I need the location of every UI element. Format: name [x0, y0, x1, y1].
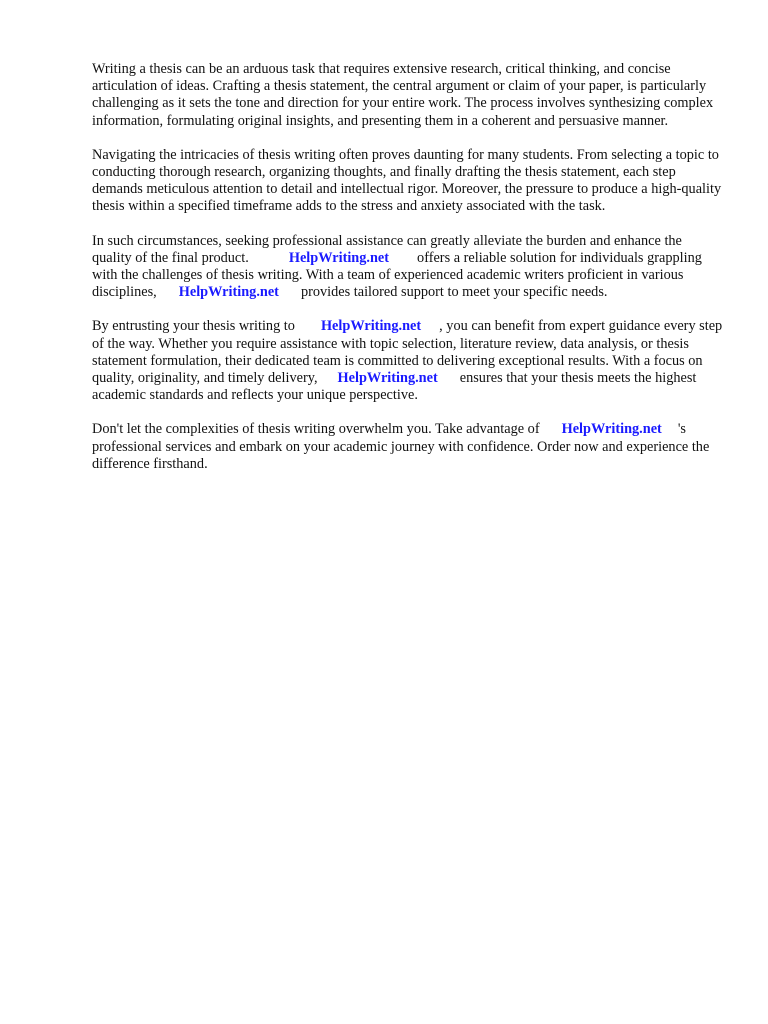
paragraph-4-text-c: ensures that your thesis meets the highest academic standards and reflects your unique perspective.: [92, 370, 697, 404]
document-page: [92, 61, 724, 490]
paragraph-4-text-a: By entrusting your thesis writing to: [92, 318, 295, 335]
helpwriting-link[interactable]: HelpWriting.net: [561, 421, 662, 438]
paragraph-2: [92, 147, 724, 216]
paragraph-3-text-c: provides tailored support to meet your specific needs.: [300, 284, 608, 301]
paragraph-1-text: Writing a thesis can be an arduous task that requires extensive research, critical thinking, and concise articulation of ideas. Crafting a thesis statement, the central argument or claim of your paper, is particularly challenging as it sets the tone and direction for your entire work. The process involves synthesizing complex information, formulating original insights, and presenting them in a coherent and persuasive manner.: [92, 61, 714, 129]
helpwriting-link[interactable]: HelpWriting.net: [178, 284, 279, 301]
paragraph-3-text-a: In such circumstances, seeking professional assistance can greatly alleviate the burden and enhance the quality of the final product.: [92, 232, 682, 266]
helpwriting-link[interactable]: HelpWriting.net: [337, 370, 438, 387]
paragraph-5-text-b: 's professional services and embark on your academic journey with confidence. Order now and experience the difference firsthand.: [92, 421, 710, 472]
paragraph-3: [92, 233, 724, 302]
paragraph-1: [92, 61, 724, 130]
paragraph-2-text: Navigating the intricacies of thesis writing often proves daunting for many students. From selecting a topic to conducting thorough research, organizing thoughts, and finally drafting the thesis statement, each step demands meticulous attention to detail and intellectual rigor. Moreover, the pressure to produce a high-quality thesis within a specified timeframe adds to the stress and anxiety associated with the task.: [92, 146, 722, 215]
paragraph-4: [92, 318, 724, 404]
paragraph-4-text-b: , you can benefit from expert guidance every step of the way. Whether you require assistance with topic selection, literature review, data analysis, or thesis statement formulation, their dedicated team is committed to delivering exceptional results. With a focus on quality, originality, and timely delivery,: [92, 318, 723, 387]
paragraph-3-text-b: offers a reliable solution for individuals grappling with the challenges of thesis writing. With a team of experienced academic writers proficient in various disciplines,: [92, 249, 702, 301]
helpwriting-link[interactable]: HelpWriting.net: [320, 318, 422, 335]
paragraph-5: [92, 421, 724, 473]
paragraph-5-text-a: Don't let the complexities of thesis writing overwhelm you. Take advantage of: [92, 421, 540, 438]
helpwriting-link[interactable]: HelpWriting.net: [288, 249, 390, 266]
